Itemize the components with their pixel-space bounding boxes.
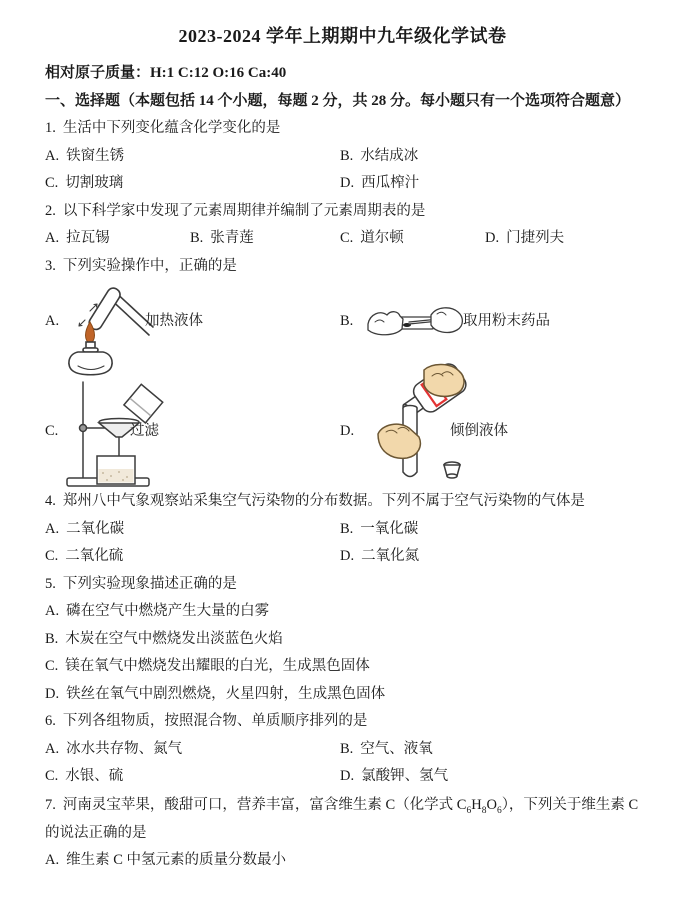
q5-option-a: A. 磷在空气中燃烧产生大量的白雾: [45, 603, 270, 619]
q3-option-a-caption: 加热液体: [145, 313, 203, 329]
q2-option-d: D. 门捷列夫: [485, 230, 565, 246]
question-7: [45, 791, 640, 875]
question-6: [45, 708, 640, 791]
q7-option-a: A. 维生素 C 中氢元素的质量分数最小: [45, 851, 287, 868]
q2-option-c: C. 道尔顿: [340, 230, 404, 246]
q1-option-d: D. 西瓜榨汁: [340, 175, 420, 191]
q5-option-b: B. 木炭在空气中燃烧发出淡蓝色火焰: [45, 630, 283, 647]
question-4: [45, 488, 640, 571]
arrow-icon: [79, 320, 85, 326]
q1-stem: 1. 生活中下列变化蕴含化学变化的是: [45, 120, 281, 136]
q2-option-b: B. 张青莲: [190, 230, 254, 246]
q3-option-b-caption: 取用粉末药品: [463, 313, 550, 329]
q6-option-d: D. 氯酸钾、氢气: [340, 768, 449, 784]
q4-number: 4.: [45, 493, 56, 509]
right-hand: [424, 364, 464, 396]
clamp-knob: [80, 425, 87, 432]
q3-option-a-label: A.: [45, 313, 60, 329]
question-3: [45, 253, 640, 489]
q3-option-d-caption: 倾倒液体: [450, 423, 508, 439]
atomic-mass-line: 相对原子质量：H:1 C:12 O:16 Ca:40: [45, 65, 287, 81]
q3-option-d-label: D.: [340, 423, 355, 439]
q3-number: 3.: [45, 257, 56, 274]
q2-option-a: A. 拉瓦锡: [45, 230, 110, 246]
q5-option-c: C. 镁在氧气中燃烧发出耀眼的白光，生成黑色固体: [45, 658, 370, 674]
page-title: 2023-2024 学年上期期中九年级化学试卷: [178, 26, 507, 46]
q1-options-row1: [45, 143, 640, 171]
q3-option-c-label: C.: [45, 423, 59, 439]
q2-number: 2.: [45, 202, 56, 219]
q3-diagrams: [45, 280, 640, 488]
q3-option-b-label: B.: [340, 313, 354, 329]
q2-stem: 2. 以下科学家中发现了元素周期律并编制了元素周期表的是: [45, 202, 426, 219]
formula-subscript: 6: [496, 805, 502, 816]
question-5: [45, 571, 640, 709]
question-1: [45, 115, 640, 198]
alcohol-lamp-body: [69, 352, 112, 375]
q1-option-b: B. 水结成冰: [340, 147, 419, 164]
heating-liquid-diagram: [59, 280, 155, 380]
q6-option-a: A. 冰水共存物、氮气: [45, 740, 183, 757]
q1-number: 1.: [45, 120, 56, 136]
q1-option-c: C. 切割玻璃: [45, 175, 124, 191]
q6-options-row2: [45, 763, 640, 791]
q6-options-row1: [45, 736, 640, 764]
q6-option-c: C. 水银、硫: [45, 768, 124, 784]
right-hand: [431, 308, 462, 333]
stopper-base: [447, 474, 457, 478]
q2-options-row: [45, 225, 640, 253]
q7-stem: 7. 河南灵宝苹果，酸甜可口，营养丰富，富含维生素 C（化学式 $C_6H_8O_6$），下列关于维生素 C 的说法正确的是: [45, 796, 642, 841]
q5-number: 5.: [45, 575, 56, 592]
formula-subscript: 6: [466, 805, 472, 816]
q4-option-d: D. 二氧化氮: [340, 548, 420, 564]
q4-option-b: B. 一氧化碳: [340, 520, 419, 537]
q4-options-row2: [45, 543, 640, 571]
q4-option-a: A. 二氧化碳: [45, 520, 125, 537]
q6-number: 6.: [45, 713, 56, 729]
question-2: [45, 198, 640, 253]
q3-stem: 3. 下列实验操作中，正确的是: [45, 257, 237, 274]
left-hand: [368, 312, 403, 335]
filtrate-liquid: [99, 469, 134, 483]
taking-powder-diagram: [365, 302, 465, 346]
q1-options-row2: [45, 170, 640, 198]
q3-option-c-caption: 过滤: [130, 423, 159, 439]
q5-option-d: D. 铁丝在氧气中剧烈燃烧，火星四射，生成黑色固体: [45, 685, 386, 702]
q7-number: 7.: [45, 796, 56, 813]
q4-option-c: C. 二氧化硫: [45, 548, 124, 564]
q6-option-b: B. 空气、液氧: [340, 740, 433, 757]
q6-stem: 6. 下列各组物质，按照混合物、单质顺序排列的是: [45, 713, 368, 729]
q4-options-row1: [45, 516, 640, 544]
q1-option-a: A. 铁窗生锈: [45, 147, 125, 164]
q5-stem: 5. 下列实验现象描述正确的是: [45, 575, 237, 592]
q4-stem: 4. 郑州八中气象观察站采集空气污染物的分布数据。下列不属于空气污染物的气体是: [45, 493, 585, 509]
formula-subscript: 8: [481, 805, 487, 816]
lamp-wick-holder: [86, 342, 95, 348]
section-heading: 一、选择题（本题包括 14 个小题，每题 2 分，共 28 分。每小题只有一个选项符合题意）: [45, 92, 631, 109]
